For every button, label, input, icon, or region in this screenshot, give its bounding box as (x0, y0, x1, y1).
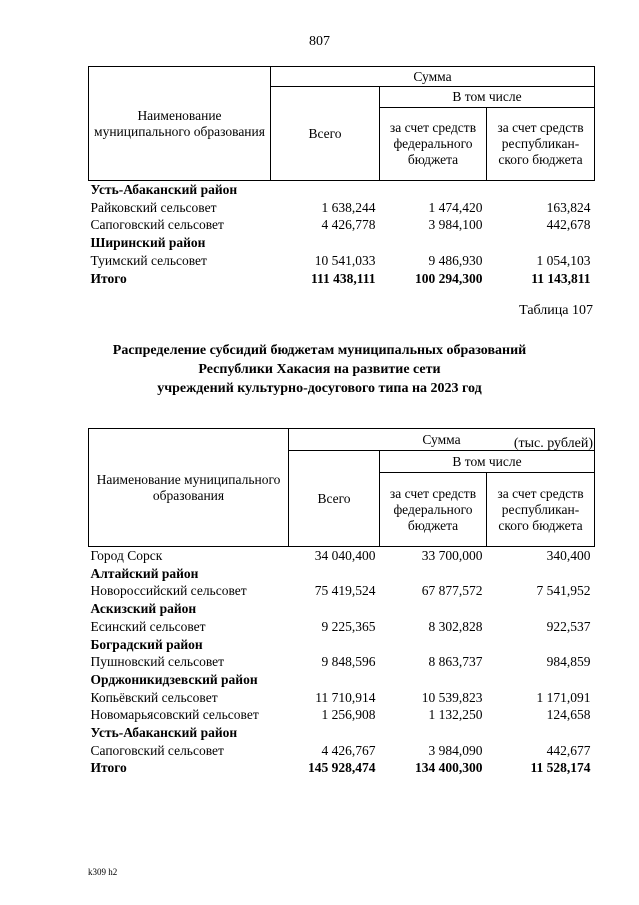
header-total-col: Всего (289, 451, 380, 547)
row-total: 1 256,908 (321, 707, 376, 723)
row-republic: 442,678 (546, 217, 591, 233)
row-name: Итого (90, 760, 127, 776)
table-row (89, 181, 595, 199)
table-row (89, 724, 595, 742)
table-row (89, 252, 595, 270)
row-name: Алтайский район (90, 565, 199, 581)
table-row (89, 689, 595, 707)
row-republic (487, 671, 595, 689)
table-row (89, 653, 595, 671)
row-republic (487, 724, 595, 742)
row-name: Пушновский сельсовет (90, 654, 225, 670)
table-row (89, 671, 595, 689)
row-name: Орджоникидзевский район (90, 671, 258, 687)
row-republic (487, 636, 595, 654)
row-republic: 1 171,091 (536, 689, 591, 705)
row-republic: 340,400 (546, 548, 591, 563)
row-total (289, 636, 380, 654)
table-row (89, 618, 595, 636)
row-name: Аскизский район (90, 601, 197, 617)
row-total (289, 600, 380, 618)
row-federal: 8 302,828 (428, 618, 483, 634)
row-total: 4 426,778 (321, 217, 376, 233)
table-row (89, 216, 595, 234)
table-2-body (89, 547, 595, 778)
row-federal: 1 474,420 (428, 199, 483, 215)
row-total: 111 438,111 (310, 270, 376, 286)
row-name: Новомарьясовский сельсовет (90, 707, 259, 723)
row-federal (380, 234, 487, 252)
row-federal: 10 539,823 (421, 689, 483, 705)
row-republic (487, 565, 595, 583)
row-total: 9 225,365 (321, 618, 376, 634)
row-federal (380, 724, 487, 742)
table-1 (88, 66, 595, 287)
row-name: Райковский сельсовет (90, 199, 217, 215)
row-republic: 7 541,952 (536, 583, 591, 599)
table-row (89, 600, 595, 618)
table-label: Таблица 107 (519, 303, 593, 318)
table-row (89, 759, 595, 777)
row-republic: 984,859 (546, 654, 591, 670)
table-row (89, 270, 595, 288)
page-number: 807 (309, 34, 330, 49)
row-total: 1 638,244 (321, 199, 376, 215)
row-total: 11 710,914 (315, 689, 376, 705)
row-total: 9 848,596 (321, 654, 376, 670)
row-total (271, 181, 380, 199)
table-row (89, 636, 595, 654)
table-row (89, 565, 595, 583)
table-row (89, 234, 595, 252)
table-row (89, 742, 595, 760)
row-federal: 33 700,000 (421, 548, 483, 563)
row-total: 10 541,033 (314, 252, 376, 268)
row-total: 4 426,767 (321, 742, 376, 758)
header-federal-col: за счет средств федерального бюджета (380, 473, 487, 547)
row-name: Новороссийский сельсовет (90, 583, 247, 599)
row-federal (380, 671, 487, 689)
header-republic-col: за счет средств республикан-ского бюджета (487, 108, 595, 181)
row-federal: 3 984,090 (428, 742, 483, 758)
table-row (89, 547, 595, 565)
row-federal (380, 181, 487, 199)
row-total (271, 234, 380, 252)
row-total (289, 724, 380, 742)
row-federal (380, 636, 487, 654)
row-republic: 11 143,811 (531, 270, 591, 286)
title-line: учреждений культурно-досугового типа на 2023 год (157, 381, 482, 396)
row-federal: 134 400,300 (415, 760, 483, 776)
row-total (289, 565, 380, 583)
row-federal (380, 565, 487, 583)
row-name: Итого (90, 270, 127, 286)
row-republic: 1 054,103 (536, 252, 591, 268)
table-row (89, 582, 595, 600)
row-federal: 1 132,250 (428, 707, 483, 723)
row-name: Есинский сельсовет (90, 618, 206, 634)
header-including: В том числе (380, 87, 595, 108)
footer-code: k309 h2 (88, 867, 118, 877)
row-name: Сапоговский сельсовет (90, 742, 224, 758)
section-title (0, 341, 639, 398)
row-name: Копьёвский сельсовет (90, 689, 218, 705)
header-name-col: Наименование муниципального образования (89, 67, 271, 181)
table-1-body (89, 181, 595, 288)
row-federal: 67 877,572 (421, 583, 483, 599)
row-total: 145 928,474 (308, 760, 376, 776)
row-name: Туимский сельсовет (90, 252, 207, 268)
row-republic: 922,537 (546, 618, 591, 634)
header-total-col: Всего (271, 87, 380, 181)
row-republic (487, 600, 595, 618)
header-republic-col: за счет средств республикан-ского бюджета (487, 473, 595, 547)
row-republic: 124,658 (546, 707, 591, 723)
units-note: (тыс. рублей) (513, 436, 593, 451)
row-name: Город Сорск (90, 548, 163, 563)
row-federal (380, 600, 487, 618)
table-2 (88, 428, 595, 777)
title-line: Республики Хакасия на развитие сети (198, 362, 441, 377)
row-republic (487, 234, 595, 252)
row-name: Ширинский район (90, 235, 206, 251)
header-including: В том числе (380, 451, 595, 473)
header-sum: Сумма (289, 429, 595, 451)
row-federal: 3 984,100 (428, 217, 483, 233)
header-name-col: Наименование муниципального образования (89, 429, 289, 547)
row-republic: 11 528,174 (530, 760, 591, 776)
row-name: Сапоговский сельсовет (90, 217, 224, 233)
row-total (289, 671, 380, 689)
row-republic: 442,677 (546, 742, 591, 758)
header-sum: Сумма (271, 67, 595, 87)
row-republic: 163,824 (546, 199, 591, 215)
row-federal: 9 486,930 (428, 252, 483, 268)
row-name: Боградский район (90, 636, 203, 652)
row-total: 34 040,400 (314, 548, 376, 563)
row-total: 75 419,524 (314, 583, 376, 599)
table-row (89, 199, 595, 217)
row-republic (487, 181, 595, 199)
row-name: Усть-Абаканский район (90, 725, 238, 741)
header-federal-col: за счет средств федерального бюджета (380, 108, 487, 181)
title-line: Распределение субсидий бюджетам муниципальных образований (112, 343, 527, 358)
row-federal: 8 863,737 (428, 654, 483, 670)
row-federal: 100 294,300 (415, 270, 483, 286)
row-name: Усть-Абаканский район (90, 182, 238, 197)
table-row (89, 706, 595, 724)
